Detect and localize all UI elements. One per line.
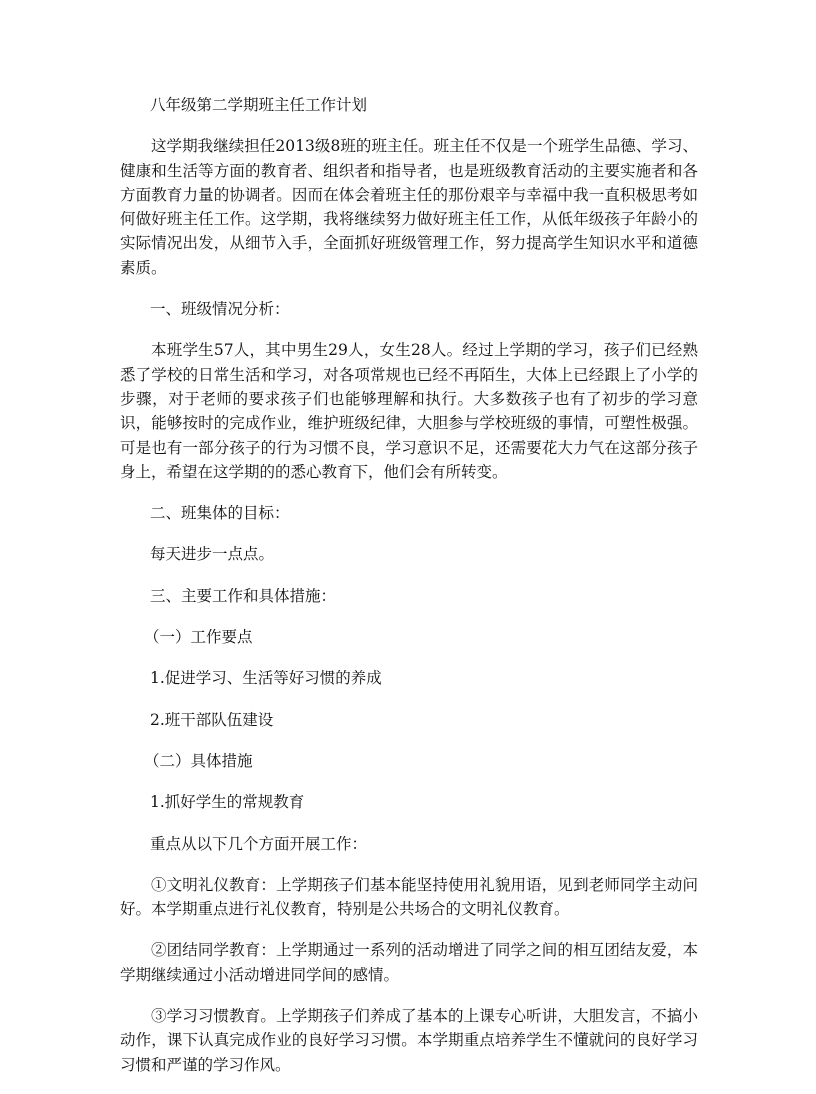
subsection-heading-key-points: （一）工作要点 — [144, 628, 253, 647]
key-point-item: 1.促进学习、生活等好习惯的养成 — [150, 669, 382, 688]
document-page — [120, 93, 698, 1094]
class-analysis-paragraph: 本班学生57人，其中男生29人，女生28人。经过上学期的学习，孩子们已经熟悉了学校的日常生活和学习，对各项常规也已经不再陌生，大体上已经跟上了小学的步骤，对于老师的要求孩子们也能够理解和执行。大多数孩子也有了初步的学习意识，能够按时的完成作业，维护班级纪律，大胆参与学校班级的事情，可塑性极强。可是也有一部分孩子的行为习惯不良，学习意识不足，还需要花大力气在这部分孩子身上，希望在这学期的的悉心教育下，他们会有所转变。 — [120, 341, 698, 481]
key-point-item: 2.班干部队伍建设 — [150, 710, 274, 729]
measure-point-paragraph: ③学习习惯教育。上学期孩子们养成了基本的上课专心听讲，大胆发言，不搞小动作，课下认真完成作业的良好学习习惯。本学期重点培养学生不懂就问的良好学习习惯和严谨的学习作风。 — [120, 1007, 698, 1074]
section-heading-class-analysis: 一、班级情况分析： — [150, 300, 290, 319]
measure-point-paragraph: ①文明礼仪教育：上学期孩子们基本能坚持使用礼貌用语，见到老师同学主动问好。本学期重点进行礼仪教育，特别是公共场合的文明礼仪教育。 — [120, 875, 698, 919]
section-heading-main-work: 三、主要工作和具体措施： — [150, 586, 337, 605]
subsection-heading-measures: （二）具体措施 — [144, 751, 253, 770]
class-goal-text: 每天进步一点点。 — [150, 545, 275, 564]
measure-lead-text: 重点从以下几个方面开展工作： — [150, 834, 368, 853]
section-heading-class-goal: 二、班集体的目标： — [150, 504, 290, 523]
measure-item: 1.抓好学生的常规教育 — [150, 793, 305, 812]
measure-point-paragraph: ②团结同学教育：上学期通过一系列的活动增进了同学之间的相互团结友爱，本学期继续通过小活动增进同学间的感情。 — [120, 941, 698, 984]
intro-paragraph: 这学期我继续担任2013级8班的班主任。班主任不仅是一个班学生品德、学习、健康和生活等方面的教育者、组织者和指导者，也是班级教育活动的主要实施者和各方面教育力量的协调者。因而在体会着班主任的那份艰辛与幸福中我一直积极思考如何做好班主任工作。这学期，我将继续努力做好班主任工作，从低年级孩子年龄小的实际情况出发，从细节入手，全面抓好班级管理工作，努力提高学生知识水平和道德素质。 — [120, 137, 698, 277]
document-title: 八年级第二学期班主任工作计划 — [150, 96, 368, 114]
